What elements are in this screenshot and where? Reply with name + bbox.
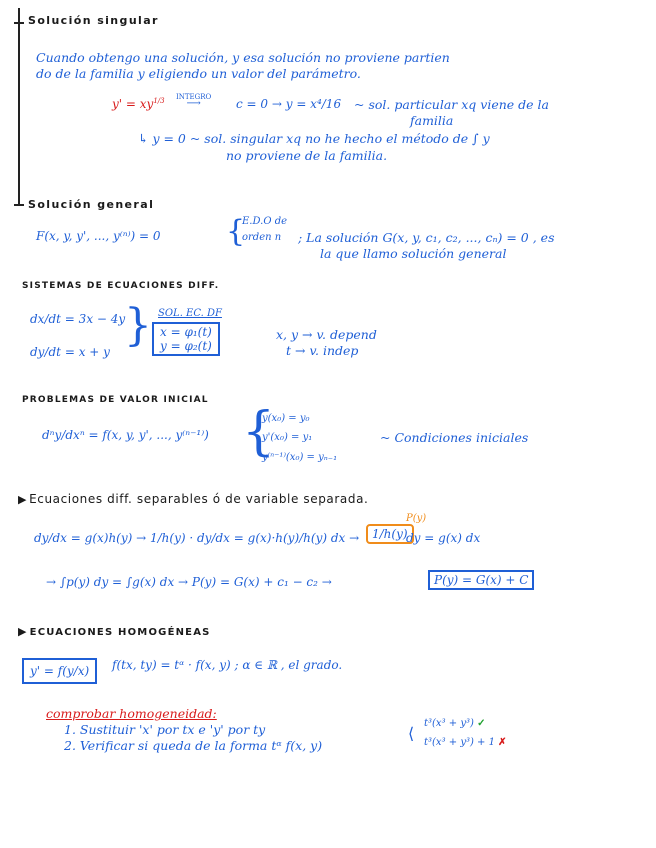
sistemas-dep: x, y → v. depend xyxy=(276,327,377,342)
general-brace-line1: E.D.O de xyxy=(242,216,288,227)
general-eq: F(x, y, y', ..., y⁽ⁿ⁾) = 0 xyxy=(36,229,161,243)
sistemas-sol1: x = φ₁(t) xyxy=(160,325,212,339)
separables-line1a: dy/dx = g(x)h(y) → 1/h(y) · dy/dx = g(x)·h(y)/h(y) dx → xyxy=(34,531,360,545)
pvi-cond2: y'(x₀) = y₁ xyxy=(262,432,313,443)
general-text1: ; La solución G(x, y, c₁, c₂, ..., cₙ) = 0 , es xyxy=(298,230,555,245)
pvi-cond1: y(x₀) = y₀ xyxy=(262,413,310,424)
bullet-triangle-icon: ▶ xyxy=(18,493,28,506)
pvi-brace: { xyxy=(242,402,276,462)
integro-arrow: INTEGRO ⟶ xyxy=(176,93,212,109)
section-title-pvi: PROBLEMAS DE VALOR INICIAL xyxy=(22,395,209,405)
separables-line2: → ∫p(y) dy = ∫g(x) dx → P(y) = G(x) + c₁ − c₂ → xyxy=(46,575,332,589)
singular-text-line2: do de la familia y eligiendo un valor del parámetro. xyxy=(36,66,361,81)
section-title-homogeneas: ▶ ECUACIONES HOMOGÉNEAS xyxy=(18,625,211,638)
margin-line-singular xyxy=(18,8,20,204)
sistemas-sol-label: SOL. EC. DF xyxy=(158,308,222,319)
homogeneas-ok: t³(x³ + y³) ✓ xyxy=(424,718,486,729)
sistemas-eq2: dy/dt = x + y xyxy=(30,345,110,359)
homogeneas-fork: ⟨ xyxy=(408,724,415,743)
singular-text-line1: Cuando obtengo una solución, y esa solución no proviene partien xyxy=(36,50,450,65)
singular-eq-note2: familia xyxy=(410,113,454,128)
section-title-singular: Solución singular xyxy=(28,14,159,27)
sistemas-brace: } xyxy=(124,300,152,351)
homogeneas-step1: 1. Sustituir 'x' por tx e 'y' por ty xyxy=(64,722,266,737)
section-title-general: Solución general xyxy=(28,198,155,211)
homogeneas-check-title: comprobar homogeneidad: xyxy=(46,706,217,721)
section-title-sistemas: SISTEMAS DE ECUACIONES DIFF. xyxy=(22,281,220,291)
homogeneas-box: y' = f(y/x) xyxy=(22,658,97,684)
sistemas-eq1: dx/dt = 3x − 4y xyxy=(30,312,126,326)
sistemas-indep: t → v. indep xyxy=(286,343,359,358)
homogeneas-bad: t³(x³ + y³) + 1 ✗ xyxy=(424,737,507,748)
separables-line1b: dy = g(x) dx xyxy=(406,531,481,545)
pvi-eq: dⁿy/dxⁿ = f(x, y, y', ..., y⁽ⁿ⁻¹⁾) xyxy=(42,428,209,442)
singular-eq-left: $y' = xy^{1/3}$ xyxy=(112,97,165,111)
homogeneas-def: f(tx, ty) = tᵅ · f(x, y) ; α ∈ ℝ , el grado. xyxy=(112,658,343,672)
separables-p-label: P(y) xyxy=(406,513,427,524)
sistemas-sol-box xyxy=(152,322,220,356)
general-text2: la que llamo solución general xyxy=(320,246,507,261)
singular-line4: no proviene de la familia. xyxy=(226,148,388,163)
general-brace: { xyxy=(226,214,246,249)
singular-eq-note1: ~ sol. particular xq viene de la xyxy=(354,97,549,112)
check-icon: ✓ xyxy=(477,718,486,729)
homogeneas-step2: 2. Verificar si queda de la forma tᵅ f(x, y) xyxy=(64,738,323,753)
cross-icon: ✗ xyxy=(498,737,507,748)
margin-tick-general xyxy=(14,204,24,206)
singular-eq-c: c = 0 → y = x⁴/16 xyxy=(236,97,342,111)
singular-line3: ↳ y = 0 ~ sol. singular xq no he hecho el método de ∫ y xyxy=(138,131,490,146)
separables-box2: P(y) = G(x) + C xyxy=(428,570,534,590)
pvi-cond3: y⁽ⁿ⁻¹⁾(x₀) = yₙ₋₁ xyxy=(262,452,338,463)
general-brace-line2: orden n xyxy=(242,232,282,243)
sistemas-sol2: y = φ₂(t) xyxy=(160,339,212,353)
section-title-separables: ▶ Ecuaciones diff. separables ó de variable separada. xyxy=(18,492,369,506)
separables-box1: 1/h(y) xyxy=(366,524,414,544)
margin-tick-singular xyxy=(14,22,24,24)
bullet-triangle-icon-2: ▶ xyxy=(18,625,28,638)
pvi-note: ~ Condiciones iniciales xyxy=(380,430,529,445)
